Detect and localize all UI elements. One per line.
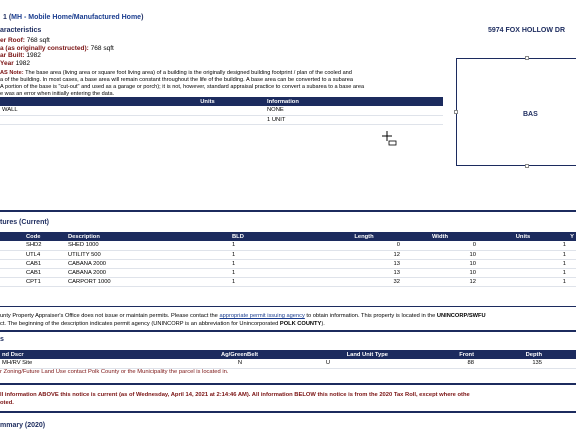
divider xyxy=(0,306,576,307)
heading-suffix: ) xyxy=(141,14,144,21)
table-row: WALL NONE xyxy=(0,106,443,115)
bas-note: AS Note: The base area (living area or square foot living area) of a building is the originally designed building footprint / plan of the cooled and a of the building. In most cases, a base area will remain constant throughout the life of the building. A base area can be converted to a subarea A portion of the base is "cut-out" and used as a garage or porch); it is not, however, standard appraisal practice to convert a subarea to a base area e was an error when initially entering the data. xyxy=(0,70,365,97)
building-type-link[interactable]: MH - Mobile Home/Manufactured Home xyxy=(11,14,142,21)
under-roof-row: er Roof: 768 sqft xyxy=(0,37,50,44)
information-col-header: Information xyxy=(265,97,443,106)
table-row: 1 UNIT xyxy=(0,115,443,124)
table-row: CPT1 CARPORT 1000 1 32 12 1 xyxy=(0,277,576,286)
sketch-handle-bottom[interactable] xyxy=(525,164,529,168)
building-heading xyxy=(3,14,143,21)
sketch-handle-top[interactable] xyxy=(525,56,529,60)
section-divider xyxy=(0,210,576,212)
table-row: CAB1 CABANA 2000 1 13 10 1 xyxy=(0,259,576,268)
section-divider xyxy=(0,383,576,385)
building-sketch[interactable] xyxy=(456,58,576,166)
move-cursor-icon xyxy=(382,131,398,149)
zoning-note: r Zoning/Future Land Use contact Polk County or the Municipality the parcel is located in. xyxy=(0,369,229,375)
land-header-row: nd Dscr Ag/GreenBelt Land Unit Type Front Depth xyxy=(0,350,576,359)
heading-prefix: 1 ( xyxy=(3,14,12,21)
characteristics-title: aracteristics xyxy=(0,27,42,34)
building-elements-table xyxy=(0,97,443,125)
permit-agency-link[interactable]: appropriate permit issuing agency xyxy=(219,313,305,319)
sketch-handle-left[interactable] xyxy=(454,110,458,114)
permits-note: unty Property Appraiser's Office does not issue or maintain permits. Please contact the appropriate permit issuing agency to obtain information. This property is located in the UNINCORP/SWFU ct. The beginning of the description indicates permit agency (UNINCORP is an abbreviation for Unincorporated POLK COUNTY). xyxy=(0,313,486,327)
original-area-row: a (as originally constructed): 768 sqft xyxy=(0,44,114,52)
section-divider xyxy=(0,330,576,332)
year-built-row: ar Built: 1982 xyxy=(0,52,41,59)
table-row: MH/RV Site N U 88 135 xyxy=(0,359,576,368)
property-address: 5974 FOX HOLLOW DR xyxy=(488,27,566,34)
eff-year-row: Year 1982 xyxy=(0,59,31,67)
features-header-row: Code Description BLD Length Width Units Y xyxy=(0,232,576,241)
table-row: UTL4 UTILITY 500 1 12 10 1 xyxy=(0,250,576,259)
land-table xyxy=(0,350,576,369)
sketch-area-label: BAS xyxy=(523,111,538,118)
units-col-header: Units xyxy=(150,97,265,106)
data-currency-notice: ll information ABOVE this notice is current (as of Wednesday, April 14, 2021 at 2:14:46 AM). All information BELOW this notice is from the 2020 Tax Roll, except where othe oted. xyxy=(0,392,470,406)
table-row: SHD2 SHED 1000 1 0 0 1 xyxy=(0,241,576,250)
element-col-header xyxy=(0,97,150,106)
elements-header-row xyxy=(0,97,443,106)
section-divider xyxy=(0,411,576,413)
summary-title: mmary (2020) xyxy=(0,422,46,429)
extra-features-title: tures (Current) xyxy=(0,219,50,226)
extra-features-table xyxy=(0,232,576,287)
land-title: s xyxy=(0,336,4,343)
table-row: CAB1 CABANA 2000 1 13 10 1 xyxy=(0,268,576,277)
characteristics-list xyxy=(0,37,114,67)
